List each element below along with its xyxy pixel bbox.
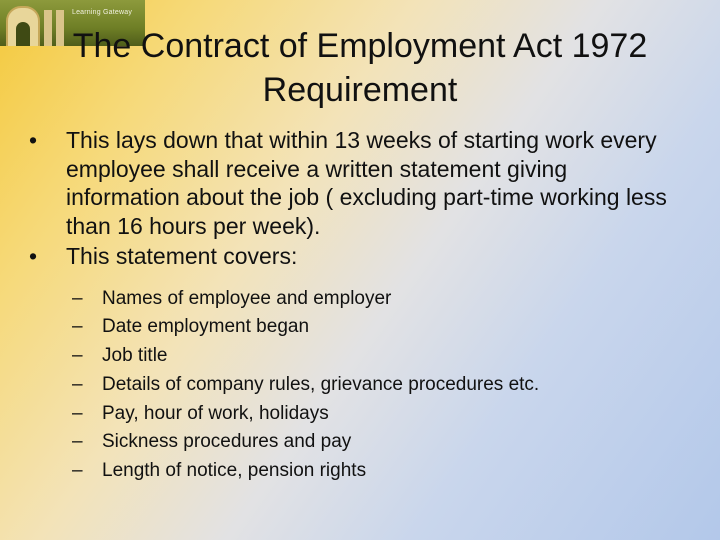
sub-list-item	[26, 400, 686, 429]
sub-item-text: Details of company rules, grievance procedures etc.	[102, 373, 540, 395]
dash-marker: –	[72, 287, 83, 309]
slide-title: The Contract of Employment Act 1972 Requirement	[72, 27, 648, 109]
sub-list	[26, 285, 686, 487]
dash-marker: –	[72, 345, 83, 367]
bullet-text: This statement covers:	[66, 243, 298, 269]
sub-item-text: Date employment began	[102, 316, 310, 338]
dash-marker: –	[72, 373, 83, 395]
sub-item-text: Pay, hour of work, holidays	[102, 402, 329, 424]
bullet-marker: •	[29, 243, 38, 269]
logo-wordmark: Learning Gateway	[72, 9, 133, 16]
sub-list-item	[26, 428, 686, 457]
sub-item-text: Length of notice, pension rights	[102, 460, 367, 482]
sub-list-item	[26, 371, 686, 400]
sub-item-text: Job title	[102, 345, 168, 367]
bullet-item	[26, 126, 686, 240]
dash-marker: –	[72, 431, 83, 453]
sub-list-item	[26, 457, 686, 486]
sub-list-item	[26, 313, 686, 342]
sub-list-item	[26, 285, 686, 314]
sub-item-text: Names of employee and employer	[102, 287, 392, 309]
bullet-item	[26, 242, 686, 271]
bullet-text: This lays down that within 13 weeks of starting work every employee shall receive a written statement giving information about the job ( excluding part‑time working less than 16 hours per week).	[66, 127, 667, 239]
bullet-marker: •	[29, 127, 38, 153]
dash-marker: –	[72, 316, 83, 338]
sub-item-text: Sickness procedures and pay	[102, 431, 352, 453]
dash-marker: –	[72, 460, 83, 482]
sub-list-item	[26, 342, 686, 371]
dash-marker: –	[72, 402, 83, 424]
slide-content	[26, 126, 686, 486]
